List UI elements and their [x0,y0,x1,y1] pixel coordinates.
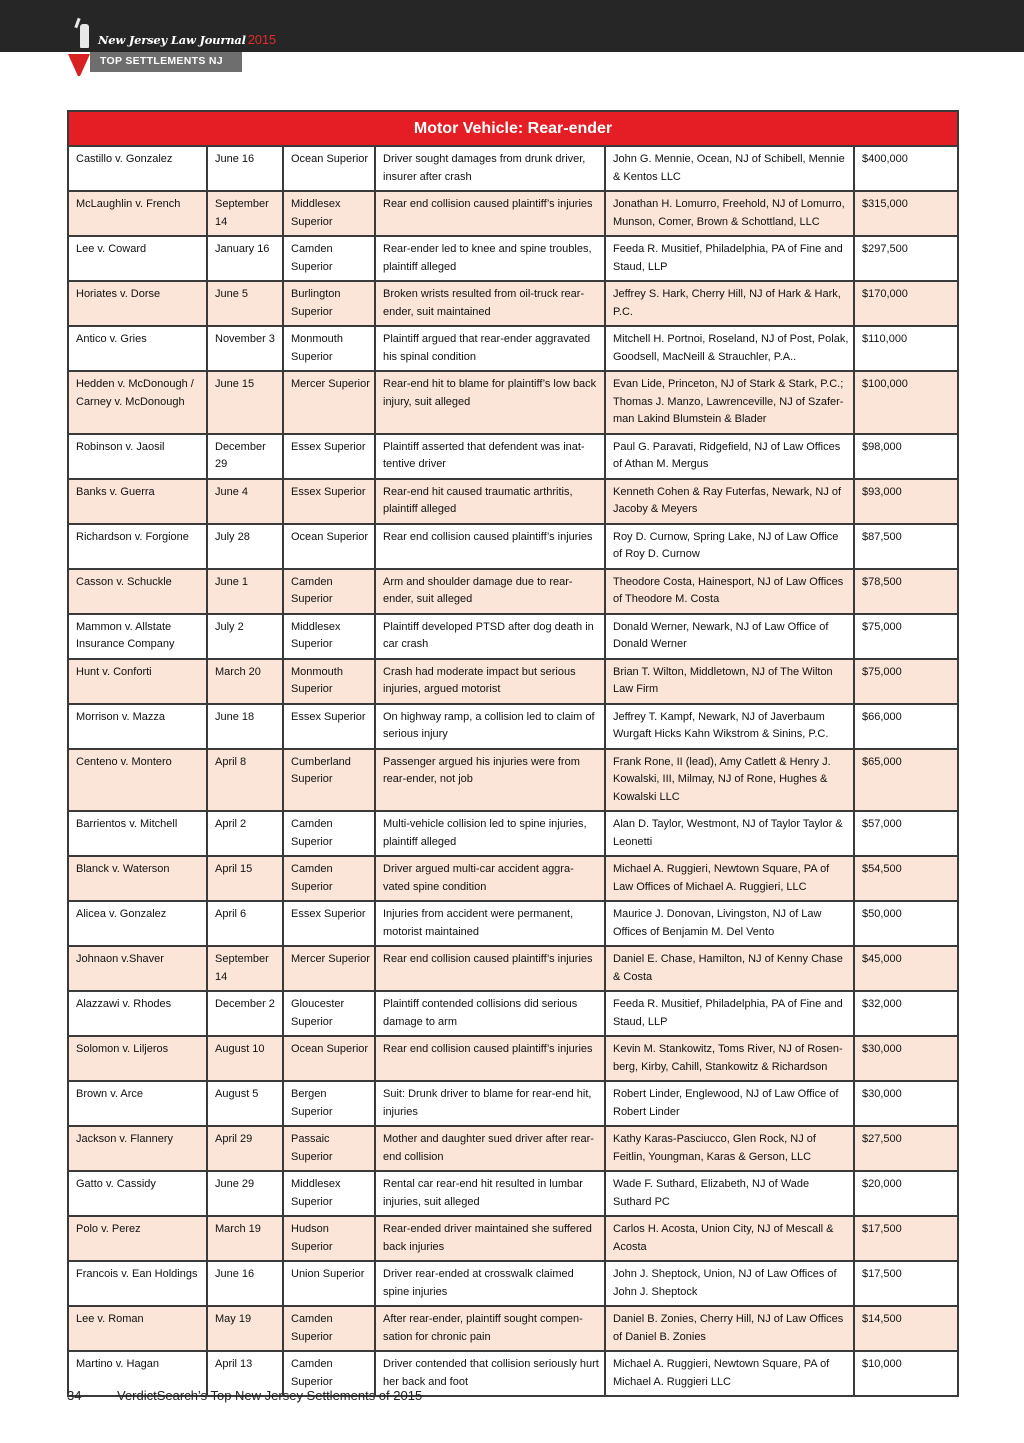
date-cell: May 19 [207,1306,283,1351]
case-name-cell: Morrison v. Mazza [68,704,207,749]
date-cell: August 5 [207,1081,283,1126]
counsel-cell: Daniel E. Chase, Hamilton, NJ of Kenny Chase & Costa [605,946,854,991]
court-cell: Camden Superior [283,811,375,856]
counsel-cell: Robert Linder, Englewood, NJ of Law Office of Robert Linder [605,1081,854,1126]
table-row [68,281,958,326]
date-cell: April 29 [207,1126,283,1171]
section-label: TOP SETTLEMENTS NJ [100,55,223,67]
case-name-cell: Jackson v. Flannery [68,1126,207,1171]
date-cell: June 15 [207,371,283,434]
court-cell: Camden Superior [283,856,375,901]
court-cell: Essex Superior [283,704,375,749]
amount-cell: $100,000 [854,371,958,434]
section-label-band [90,52,242,72]
case-name-cell: Horiates v. Dorse [68,281,207,326]
case-name-cell: Gatto v. Cassidy [68,1171,207,1216]
amount-cell: $30,000 [854,1036,958,1081]
summary-cell: Rear-end hit caused traumatic arthritis, plaintiff alleged [375,479,605,524]
date-cell: April 8 [207,749,283,812]
table-row [68,569,958,614]
amount-cell: $75,000 [854,614,958,659]
amount-cell: $93,000 [854,479,958,524]
amount-cell: $14,500 [854,1306,958,1351]
court-cell: Cumberland Superior [283,749,375,812]
amount-cell: $57,000 [854,811,958,856]
summary-cell: Multi-vehicle collision led to spine injuries, plaintiff alleged [375,811,605,856]
date-cell: June 4 [207,479,283,524]
amount-cell: $400,000 [854,146,958,191]
court-cell: Camden Superior [283,1306,375,1351]
case-name-cell: Alazzawi v. Rhodes [68,991,207,1036]
court-cell: Bergen Superior [283,1081,375,1126]
court-cell: Essex Superior [283,479,375,524]
amount-cell: $20,000 [854,1171,958,1216]
counsel-cell: Kathy Karas-Pasciucco, Glen Rock, NJ of Feitlin, Youngman, Karas & Gerson, LLC [605,1126,854,1171]
amount-cell: $30,000 [854,1081,958,1126]
table-row [68,146,958,191]
court-cell: Ocean Superior [283,146,375,191]
summary-cell: Plaintiff developed PTSD after dog death in car crash [375,614,605,659]
table-row [68,1036,958,1081]
court-cell: Camden Superior [283,236,375,281]
date-cell: December 29 [207,434,283,479]
amount-cell: $32,000 [854,991,958,1036]
amount-cell: $27,500 [854,1126,958,1171]
date-cell: November 3 [207,326,283,371]
case-name-cell: Hunt v. Conforti [68,659,207,704]
date-cell: August 10 [207,1036,283,1081]
table-row [68,659,958,704]
red-chevron-icon [68,54,90,76]
case-name-cell: Alicea v. Gonzalez [68,901,207,946]
amount-cell: $54,500 [854,856,958,901]
summary-cell: Plaintiff asserted that defendent was inat-tentive driver [375,434,605,479]
date-cell: June 18 [207,704,283,749]
case-name-cell: Martino v. Hagan [68,1351,207,1396]
table-row [68,946,958,991]
table-row [68,901,958,946]
table-row [68,1216,958,1261]
date-cell: January 16 [207,236,283,281]
case-name-cell: Antico v. Gries [68,326,207,371]
summary-cell: Rental car rear-end hit resulted in lumbar injuries, suit alleged [375,1171,605,1216]
case-name-cell: Polo v. Perez [68,1216,207,1261]
counsel-cell: Jeffrey T. Kampf, Newark, NJ of Javerbaum Wurgaft Hicks Kahn Wikstrom & Sinins, P.C. [605,704,854,749]
table-row [68,191,958,236]
summary-cell: Plaintiff argued that rear-ender aggravated his spinal condition [375,326,605,371]
amount-cell: $110,000 [854,326,958,371]
counsel-cell: Maurice J. Donovan, Livingston, NJ of Law Offices of Benjamin M. Del Vento [605,901,854,946]
masthead-logo [68,22,276,74]
court-cell: Ocean Superior [283,1036,375,1081]
table-row [68,704,958,749]
counsel-cell: Brian T. Wilton, Middletown, NJ of The Wilton Law Firm [605,659,854,704]
amount-cell: $98,000 [854,434,958,479]
table-row [68,1126,958,1171]
table-row [68,236,958,281]
case-name-cell: Richardson v. Forgione [68,524,207,569]
court-cell: Camden Superior [283,569,375,614]
case-name-cell: Brown v. Arce [68,1081,207,1126]
table-title: Motor Vehicle: Rear-ender [67,110,959,145]
date-cell: June 16 [207,146,283,191]
settlements-table [67,110,959,1397]
date-cell: July 2 [207,614,283,659]
table-row [68,991,958,1036]
court-cell: Essex Superior [283,901,375,946]
court-cell: Union Superior [283,1261,375,1306]
counsel-cell: Carlos H. Acosta, Union City, NJ of Mescall & Acosta [605,1216,854,1261]
case-name-cell: Centeno v. Montero [68,749,207,812]
table-row [68,1081,958,1126]
case-name-cell: Lee v. Roman [68,1306,207,1351]
summary-cell: Rear end collision caused plaintiff’s injuries [375,946,605,991]
brand-text: New Jersey Law Journal [98,33,246,47]
counsel-cell: Donald Werner, Newark, NJ of Law Office of Donald Werner [605,614,854,659]
date-cell: April 15 [207,856,283,901]
table-row [68,371,958,434]
summary-cell: Rear-ended driver maintained she suffered back injuries [375,1216,605,1261]
page-number: 34 [67,1388,82,1403]
table-row [68,856,958,901]
counsel-cell: Feeda R. Musitief, Philadelphia, PA of Fine and Staud, LLP [605,236,854,281]
date-cell: April 6 [207,901,283,946]
date-cell: September 14 [207,946,283,991]
court-cell: Middlesex Superior [283,614,375,659]
case-name-cell: Blanck v. Waterson [68,856,207,901]
table-row [68,1261,958,1306]
summary-cell: Driver argued multi-car accident aggra-vated spine condition [375,856,605,901]
amount-cell: $75,000 [854,659,958,704]
counsel-cell: Paul G. Paravati, Ridgefield, NJ of Law Offices of Athan M. Mergus [605,434,854,479]
summary-cell: Broken wrists resulted from oil-truck rear-ender, suit maintained [375,281,605,326]
summary-cell: Rear-end hit to blame for plaintiff’s low back injury, suit alleged [375,371,605,434]
case-name-cell: Solomon v. Liljeros [68,1036,207,1081]
date-cell: June 5 [207,281,283,326]
amount-cell: $17,500 [854,1216,958,1261]
table-row [68,811,958,856]
case-name-cell: Casson v. Schuckle [68,569,207,614]
counsel-cell: Evan Lide, Princeton, NJ of Stark & Stark, P.C.; Thomas J. Manzo, Lawrenceville, NJ of Szafer-man Lakind Blumstein & Blader [605,371,854,434]
summary-cell: Rear end collision caused plaintiff’s injuries [375,1036,605,1081]
counsel-cell: Michael A. Ruggieri, Newtown Square, PA of Law Offices of Michael A. Ruggieri, LLC [605,856,854,901]
summary-cell: Injuries from accident were permanent, motorist maintained [375,901,605,946]
court-cell: Gloucester Superior [283,991,375,1036]
date-cell: September 14 [207,191,283,236]
case-name-cell: Barrientos v. Mitchell [68,811,207,856]
table-row [68,326,958,371]
date-cell: March 20 [207,659,283,704]
counsel-cell: Michael A. Ruggieri, Newtown Square, PA of Michael A. Ruggieri LLC [605,1351,854,1396]
counsel-cell: Jeffrey S. Hark, Cherry Hill, NJ of Hark & Hark, P.C. [605,281,854,326]
statue-of-liberty-icon [80,24,89,48]
case-name-cell: McLaughlin v. French [68,191,207,236]
date-cell: June 16 [207,1261,283,1306]
summary-cell: Mother and daughter sued driver after rear-end collision [375,1126,605,1171]
court-cell: Camden Superior [283,1351,375,1396]
date-cell: March 19 [207,1216,283,1261]
case-name-cell: Johnaon v.Shaver [68,946,207,991]
court-cell: Mercer Superior [283,946,375,991]
court-cell: Middlesex Superior [283,1171,375,1216]
counsel-cell: Alan D. Taylor, Westmont, NJ of Taylor Taylor & Leonetti [605,811,854,856]
counsel-cell: Roy D. Curnow, Spring Lake, NJ of Law Office of Roy D. Curnow [605,524,854,569]
table-row [68,524,958,569]
date-cell: April 2 [207,811,283,856]
date-cell: July 28 [207,524,283,569]
counsel-cell: Mitchell H. Portnoi, Roseland, NJ of Post, Polak, Goodsell, MacNeill & Strauchler, P.A.. [605,326,854,371]
case-name-cell: Mammon v. Allstate Insurance Company [68,614,207,659]
court-cell: Monmouth Superior [283,659,375,704]
summary-cell: Rear-ender led to knee and spine troubles, plaintiff alleged [375,236,605,281]
summary-cell: Plaintiff contended collisions did serious damage to arm [375,991,605,1036]
table-row [68,749,958,812]
amount-cell: $315,000 [854,191,958,236]
counsel-cell: Theodore Costa, Hainesport, NJ of Law Offices of Theodore M. Costa [605,569,854,614]
table-row [68,1306,958,1351]
page-footer [67,1388,422,1403]
counsel-cell: John G. Mennie, Ocean, NJ of Schibell, Mennie & Kentos LLC [605,146,854,191]
counsel-cell: Wade F. Suthard, Elizabeth, NJ of Wade Suthard PC [605,1171,854,1216]
summary-cell: Arm and shoulder damage due to rear-ender, suit alleged [375,569,605,614]
case-name-cell: Banks v. Guerra [68,479,207,524]
amount-cell: $45,000 [854,946,958,991]
date-cell: June 29 [207,1171,283,1216]
table-body [68,146,958,1396]
counsel-cell: John J. Sheptock, Union, NJ of Law Offices of John J. Sheptock [605,1261,854,1306]
court-cell: Passaic Superior [283,1126,375,1171]
court-cell: Mercer Superior [283,371,375,434]
amount-cell: $66,000 [854,704,958,749]
amount-cell: $297,500 [854,236,958,281]
summary-cell: Driver rear-ended at crosswalk claimed spine injuries [375,1261,605,1306]
amount-cell: $87,500 [854,524,958,569]
counsel-cell: Kenneth Cohen & Ray Futerfas, Newark, NJ of Jacoby & Meyers [605,479,854,524]
summary-cell: Passenger argued his injuries were from rear-ender, not job [375,749,605,812]
counsel-cell: Daniel B. Zonies, Cherry Hill, NJ of Law Offices of Daniel B. Zonies [605,1306,854,1351]
date-cell: December 2 [207,991,283,1036]
amount-cell: $17,500 [854,1261,958,1306]
case-name-cell: Castillo v. Gonzalez [68,146,207,191]
court-cell: Essex Superior [283,434,375,479]
case-name-cell: Hedden v. McDonough / Carney v. McDonough [68,371,207,434]
amount-cell: $170,000 [854,281,958,326]
brand-year: 2015 [247,32,276,47]
amount-cell: $10,000 [854,1351,958,1396]
publication-name [98,32,276,47]
amount-cell: $50,000 [854,901,958,946]
table-row [68,1171,958,1216]
summary-cell: Crash had moderate impact but serious injuries, argued motorist [375,659,605,704]
footer-text: VerdictSearch’s Top New Jersey Settlements of 2015 [117,1388,423,1403]
court-cell: Hudson Superior [283,1216,375,1261]
counsel-cell: Frank Rone, II (lead), Amy Catlett & Henry J. Kowalski, III, Milmay, NJ of Rone, Hughes & Kowalski LLC [605,749,854,812]
table-row [68,479,958,524]
case-name-cell: Francois v. Ean Holdings [68,1261,207,1306]
amount-cell: $78,500 [854,569,958,614]
counsel-cell: Jonathan H. Lomurro, Freehold, NJ of Lomurro, Munson, Comer, Brown & Schottland, LLC [605,191,854,236]
counsel-cell: Feeda R. Musitief, Philadelphia, PA of Fine and Staud, LLP [605,991,854,1036]
amount-cell: $65,000 [854,749,958,812]
date-cell: April 13 [207,1351,283,1396]
date-cell: June 1 [207,569,283,614]
case-name-cell: Lee v. Coward [68,236,207,281]
summary-cell: Suit: Drunk driver to blame for rear-end hit, injuries [375,1081,605,1126]
court-cell: Ocean Superior [283,524,375,569]
table-row [68,614,958,659]
counsel-cell: Kevin M. Stankowitz, Toms River, NJ of Rosen-berg, Kirby, Cahill, Stankowitz & Richardson [605,1036,854,1081]
summary-cell: Driver sought damages from drunk driver, insurer after crash [375,146,605,191]
summary-cell: Driver contended that collision seriously hurt her back and foot [375,1351,605,1396]
court-cell: Middlesex Superior [283,191,375,236]
summary-cell: On highway ramp, a collision led to claim of serious injury [375,704,605,749]
summary-cell: After rear-ender, plaintiff sought compen-sation for chronic pain [375,1306,605,1351]
table-row [68,434,958,479]
court-cell: Burlington Superior [283,281,375,326]
case-name-cell: Robinson v. Jaosil [68,434,207,479]
summary-cell: Rear end collision caused plaintiff’s injuries [375,191,605,236]
court-cell: Monmouth Superior [283,326,375,371]
summary-cell: Rear end collision caused plaintiff’s injuries [375,524,605,569]
